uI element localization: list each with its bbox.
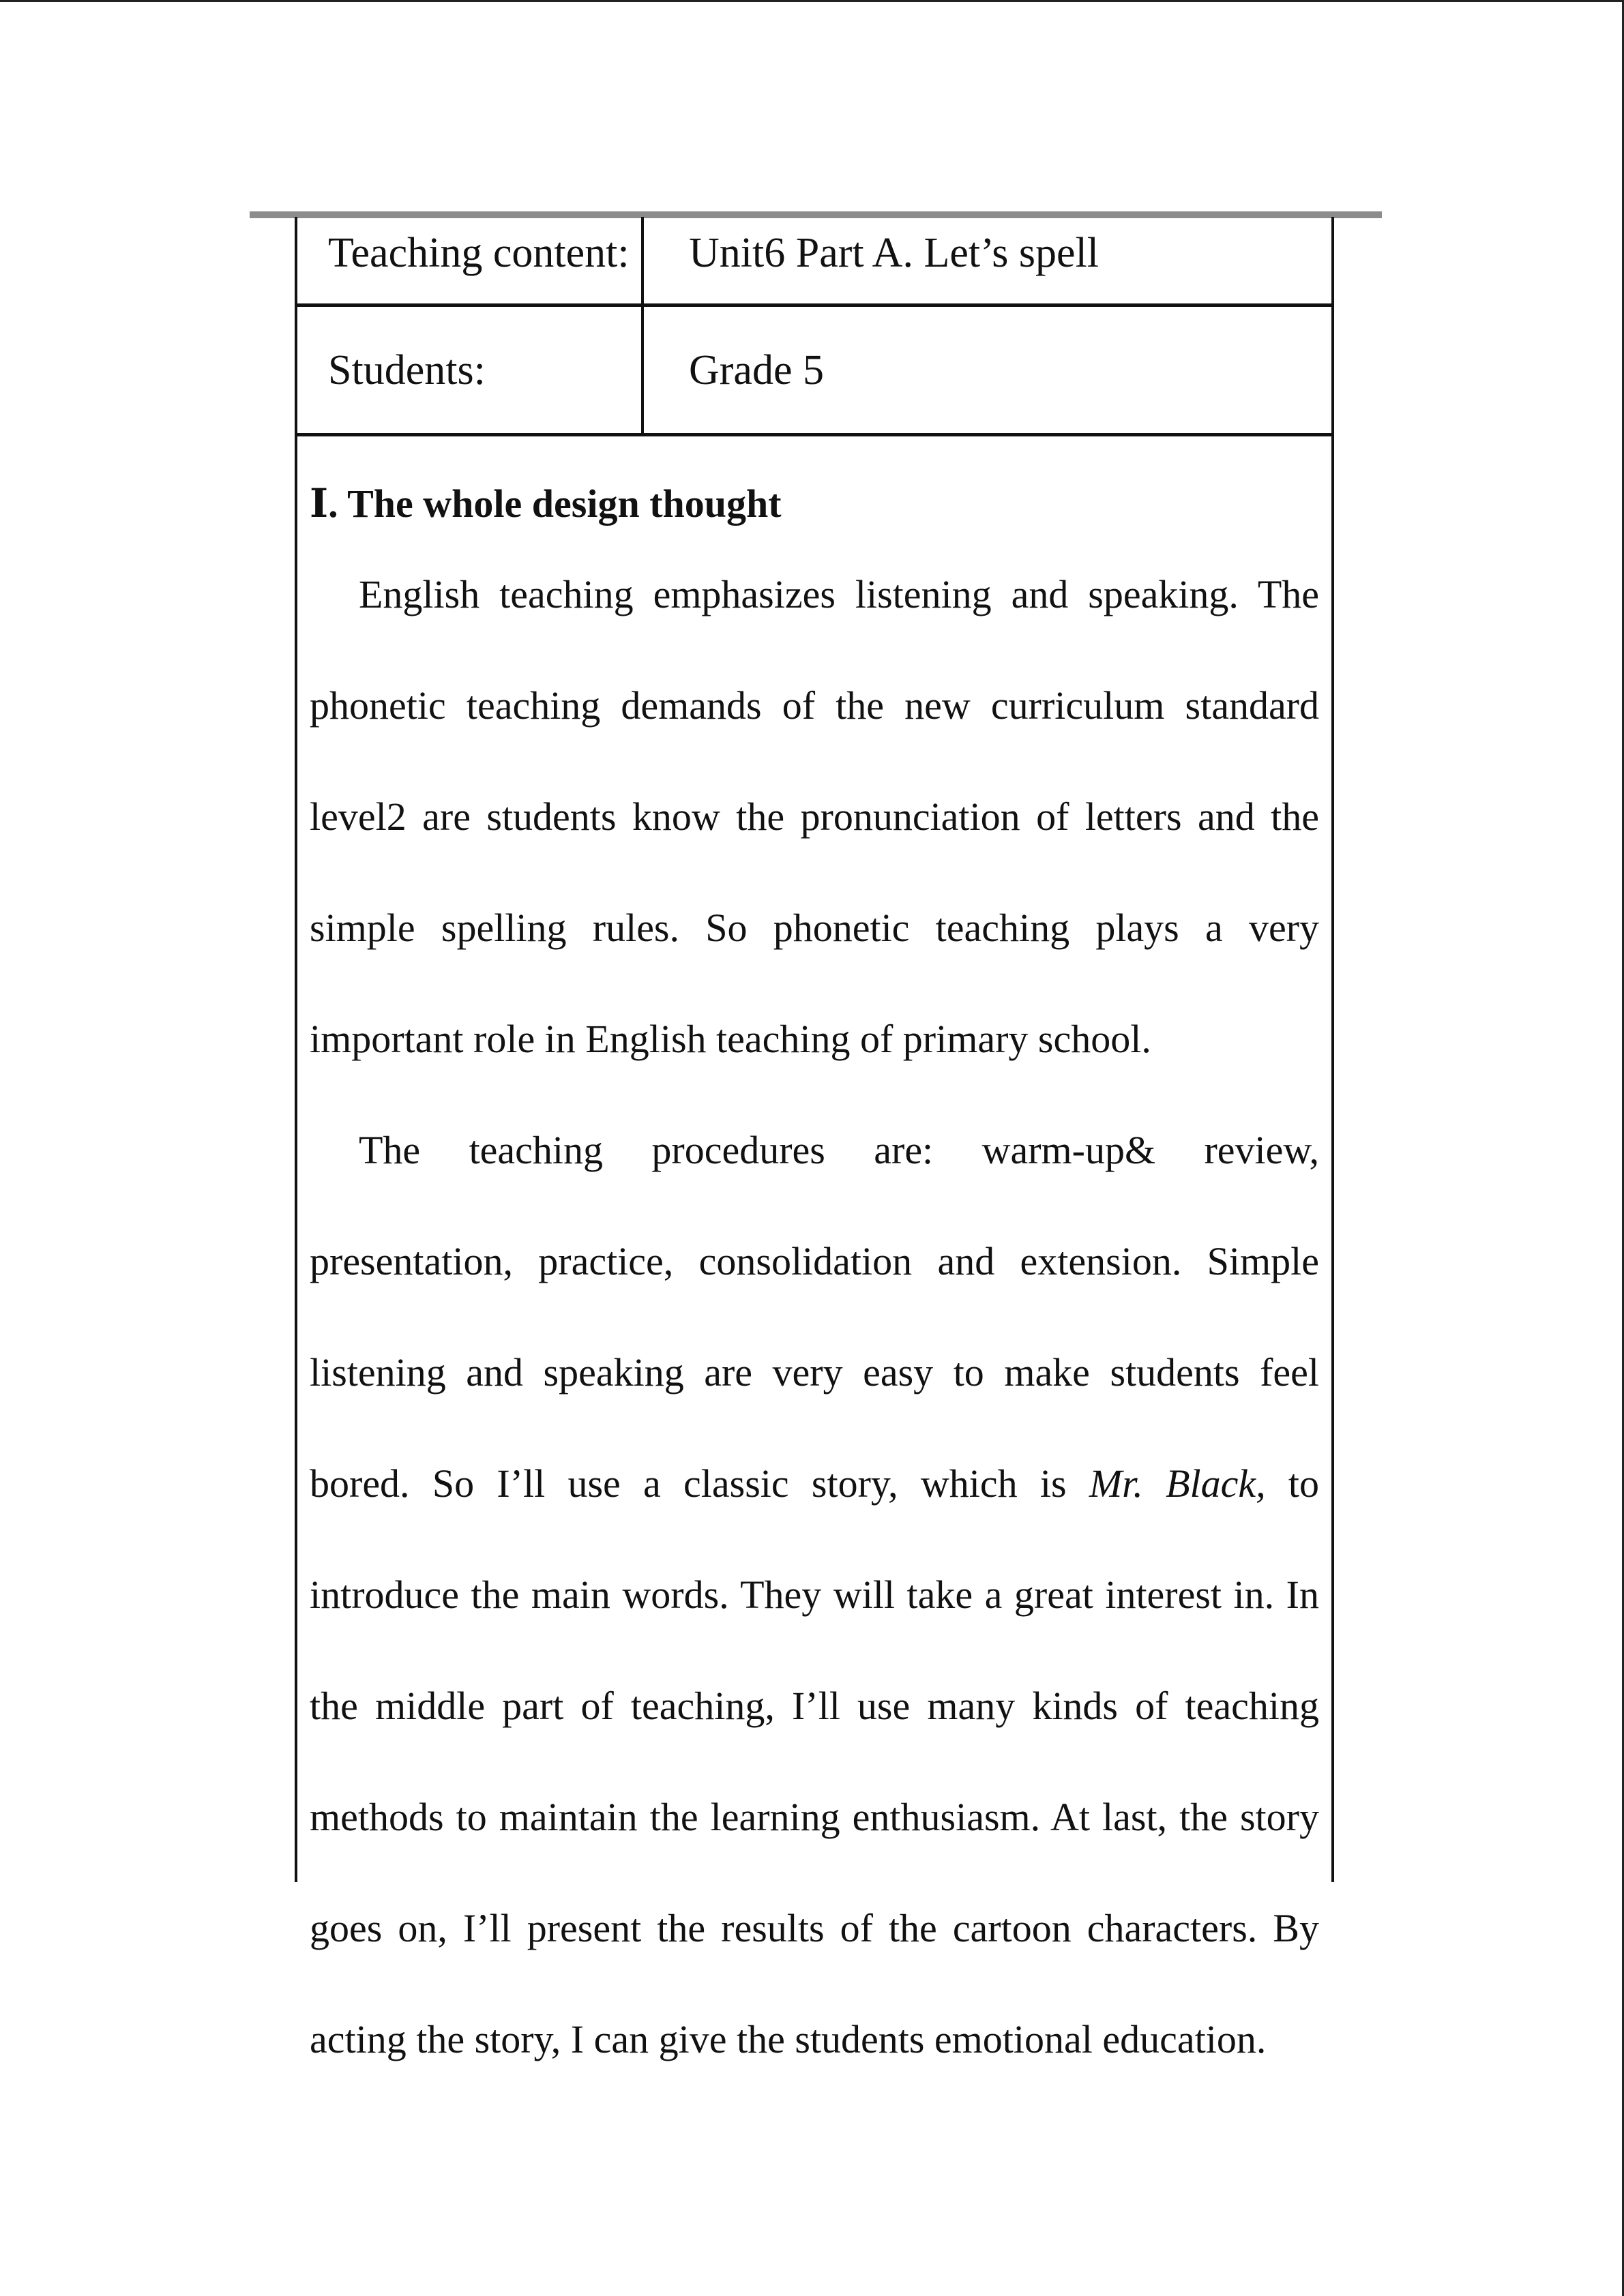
table-row [297,217,1331,307]
lesson-info-table [295,217,1334,2061]
teaching-content-value: Unit6 Part A. Let’s spell [689,230,1099,276]
paragraph-2-start: The teaching procedures are: warm-up& review, presentation, practice, consolidation and extension. Simple listening and speaking are very easy to make students feel bored. So I’ll use a classic story, which is [310,1128,1319,1506]
students-label: Students: [297,307,644,433]
design-thought-section [297,436,1331,2061]
teaching-content-label: Teaching content: [297,217,644,303]
paragraph-1: English teaching emphasizes listening and speaking. The phonetic teaching demands of the new curriculum standard level2 are students know the pronunciation of letters and the simple spelling rules. So phonetic teaching plays a very important role in English teaching of primary school. [310,572,1319,1061]
section-heading: Ⅰ. The whole design thought [310,481,782,526]
story-title: Mr. Black, [1089,1461,1266,1506]
table-row [297,307,1331,436]
page-edge-top [0,0,1624,2]
students-value: Grade 5 [689,346,824,393]
paragraph-2-end: to introduce the main words. They will take a great interest in. In the middle part of teaching, I’ll use many kinds of teaching methods to maintain the learning enthusiasm. At last, the story goes on, I’ll present the results of the cartoon characters. By acting the story, I can give the students emotional education. [310,1461,1319,2061]
paragraph-2 [310,1094,1319,2095]
